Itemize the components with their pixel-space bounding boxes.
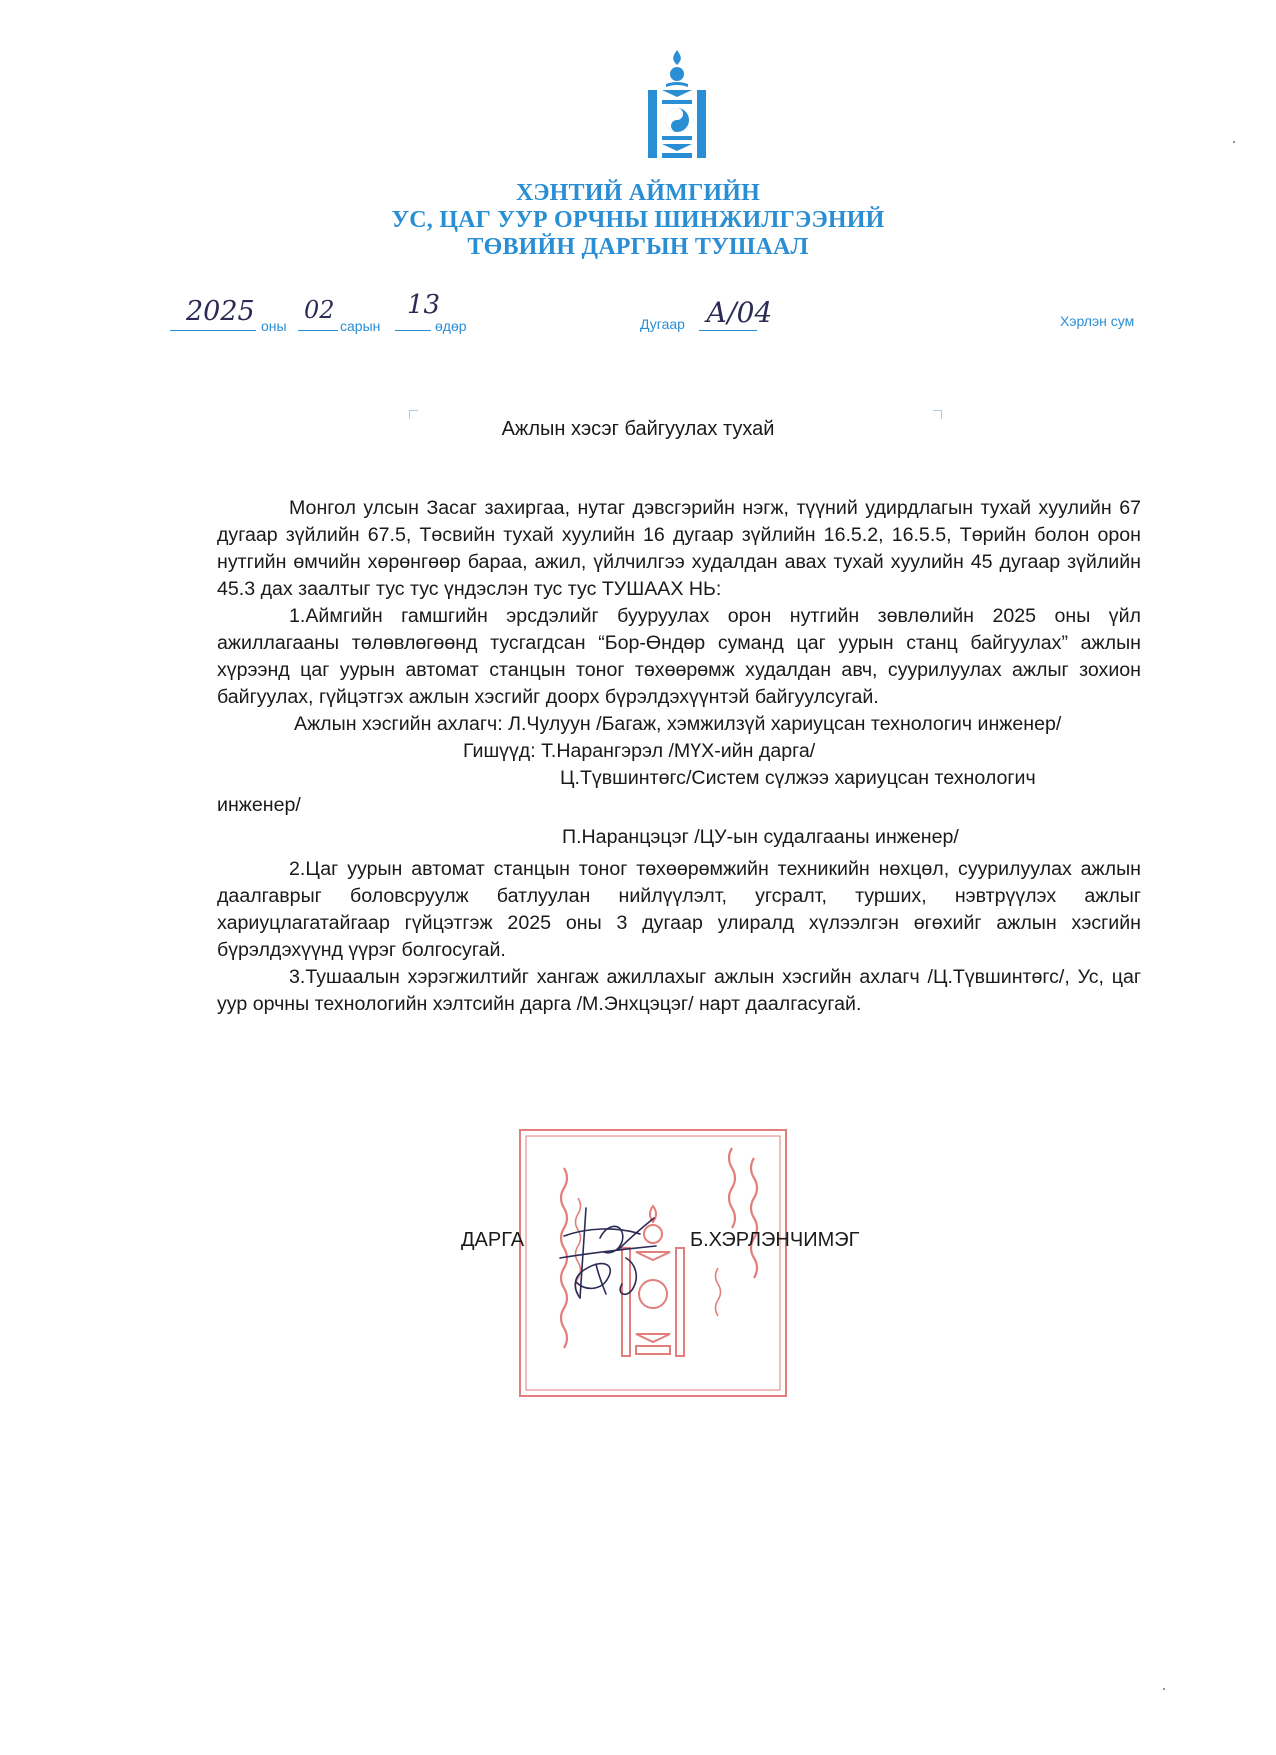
month-label: сарын <box>340 318 381 334</box>
working-group-leader: Ажлын хэсгийн ахлагч: Л.Чулуун /Багаж, хэмжилзүй хариуцсан технологич инженер/ <box>294 713 1062 735</box>
intro-paragraph: Монгол улсын Засаг захиргаа, нутаг дэвсгэрийн нэгж, түүний удирдлагын тухай хуулийн 67 дугаар зүйлийн 67.5, Төсвийн тухай хуулийн 16 дугаар зүйлийн 16.5.2, 16.5.5, Төрийн болон орон нутгийн өмчийн хөрөнгөөр бараа, ажил, үйлчилгээ худалдан авах тухай хуулийн 45 дугаар зүйлийн 45.3 дах заалтыг тус тус үндэслэн тус тус ТУШААХ НЬ: <box>217 497 1141 600</box>
header-title-line: ТӨВИЙН ДАРГЫН ТУШААЛ <box>467 234 809 260</box>
place-name: Хэрлэн сум <box>1060 313 1135 329</box>
signatory-name: Б.ХЭРЛЭНЧИМЭГ <box>690 1229 860 1251</box>
header-title-line: ХЭНТИЙ АЙМГИЙН <box>515 180 761 206</box>
handwritten-year: 2025 <box>186 296 255 327</box>
signatory-title: ДАРГА <box>461 1229 525 1251</box>
document-body <box>217 495 1141 1018</box>
day-underline <box>395 330 431 331</box>
year-label: оны <box>261 318 287 334</box>
working-group-member: Гишүүд: Т.Нарангэрэл /МҮХ-ийн дарга/ <box>463 740 816 762</box>
day-label: өдөр <box>435 318 467 334</box>
document-header-title <box>338 180 938 261</box>
scan-speck <box>1233 141 1235 143</box>
working-group-member: П.Наранцэцэг /ЦУ-ын судалгааны инженер/ <box>562 826 959 848</box>
number-label: Дугаар <box>640 316 685 332</box>
signature-icon <box>556 1198 676 1308</box>
year-underline <box>170 330 256 331</box>
working-group-member: Ц.Түвшинтөгс/Систем сүлжээ хариуцсан технологич <box>560 767 1036 789</box>
working-group-member-continuation: инженер/ <box>217 794 301 816</box>
handwritten-number: А/04 <box>706 296 773 329</box>
header-title-line: УС, ЦАГ УУР ОРЧНЫ ШИНЖИЛГЭЭНИЙ <box>391 207 885 233</box>
number-underline <box>699 330 757 331</box>
document-subject: Ажлын хэсэг байгуулах тухай <box>501 418 775 440</box>
item-3-paragraph: 3.Тушаалын хэрэгжилтийг хангаж ажиллахыг ажлын хэсгийн ахлагч /Ц.Түвшинтөгс/, Ус, цаг уур орчны технологийн хэлтсийн дарга /М.Энхцэцэг/ нарт даалгасугай. <box>217 966 1141 1015</box>
scan-speck <box>1163 1688 1165 1690</box>
item-1-paragraph: 1.Аймгийн гамшгийн эрсдэлийг бууруулах орон нутгийн зөвлөлийн 2025 оны үйл ажиллагааны төлөвлөгөөнд тусгагдсан “Бор-Өндөр суманд цаг уурын станц байгуулах” ажлын хүрээнд цаг уурын автомат станцын тоног төхөөрөмж худалдан авч, суурилуулах ажлыг зохион байгуулах, гүйцэтгэх ажлын хэсгийг доорх бүрэлдэхүүнтэй байгуулсугай. <box>217 605 1141 708</box>
soyombo-emblem-icon <box>648 50 706 158</box>
handwritten-day: 13 <box>407 290 441 320</box>
item-2-paragraph: 2.Цаг уурын автомат станцын тоног төхөөрөмжийн техникийн нөхцөл, суурилуулах ажлын даалгаврыг боловсруулж батлуулан нийлүүлэлт, угсралт, турших, нэвтрүүлэх ажлыг хариуцлагатайгаар гүйцэтгэж 2025 оны 3 дугаар улиралд хүлээлгэн өгөхийг ажлын хэсгийн бүрэлдэхүүнд үүрэг болгосугай. <box>217 858 1141 961</box>
month-underline <box>298 330 338 331</box>
handwritten-month: 02 <box>304 296 335 324</box>
